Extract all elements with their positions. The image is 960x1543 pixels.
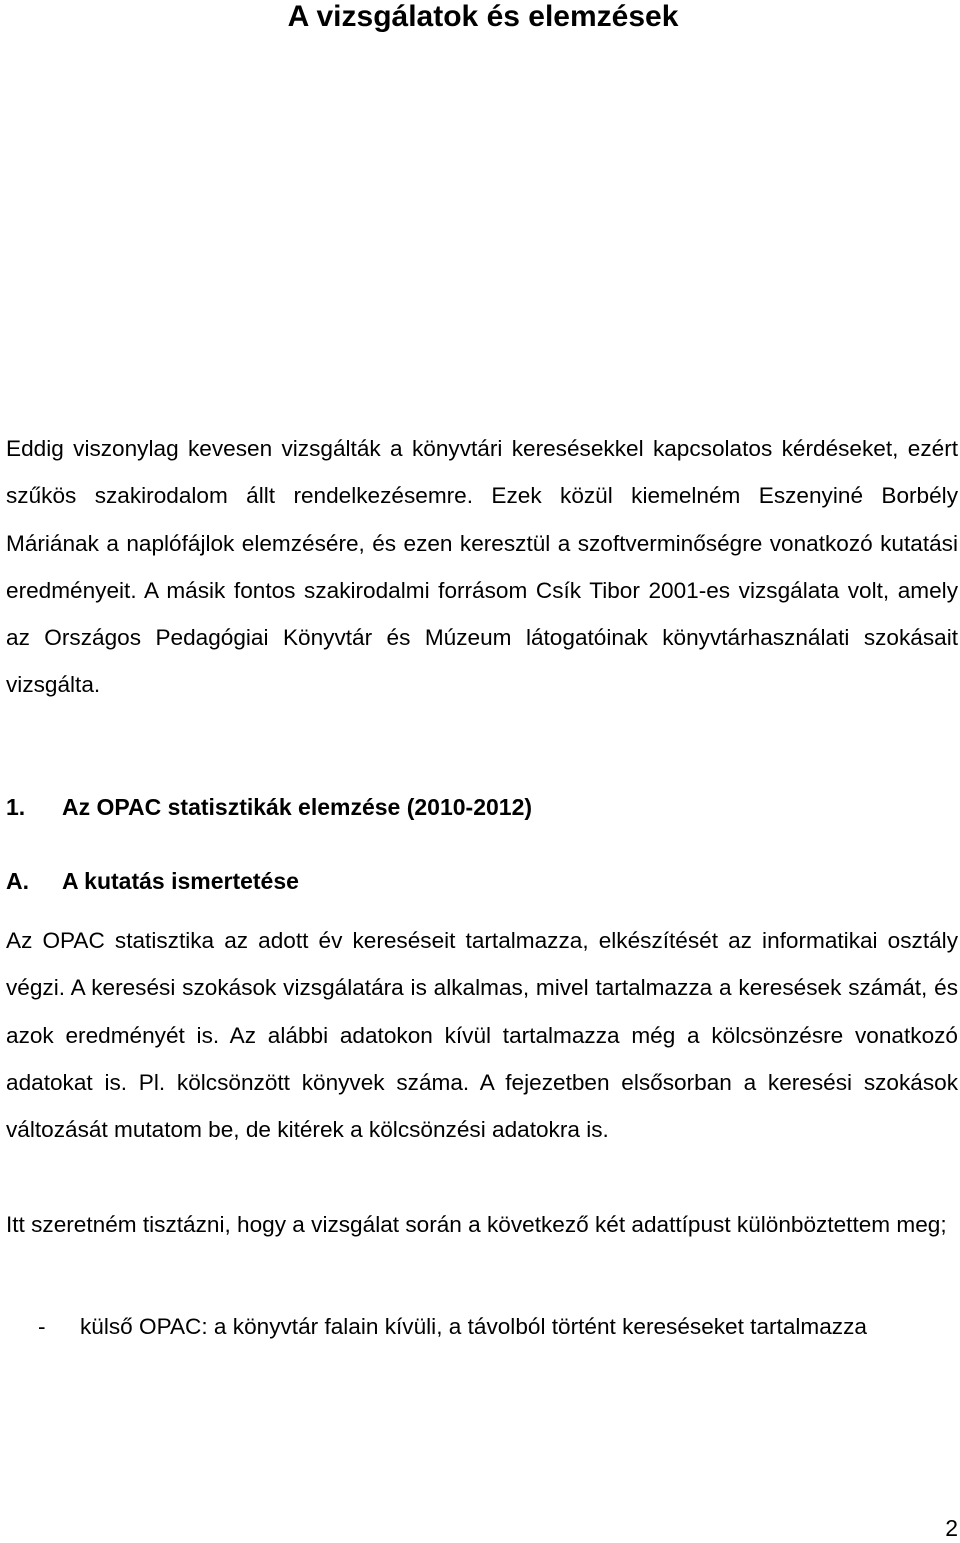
subsection-number: A. <box>6 868 29 894</box>
section-heading-1 <box>6 792 532 822</box>
opac-paragraph: Az OPAC statisztika az adott év kereséseit tartalmazza, elkészítését az informatikai osztály végzi. A keresési szokások vizsgálatára is alkalmas, mivel tartalmazza a keresések számát, és azok eredményét is. Az alábbi adatokon kívül tartalmazza még a kölcsönzésre vonatkozó adatokat is. Pl. kölcsönzött könyvek száma. A fejezetben elsősorban a keresési szokások változását mutatom be, de kitérek a kölcsönzési adatokra is. <box>6 928 958 1143</box>
section-number: 1. <box>6 794 26 820</box>
page-title: A vizsgálatok és elemzések <box>287 0 679 33</box>
section-title: Az OPAC statisztikák elemzése (2010-2012) <box>62 794 533 820</box>
subsection-heading-a <box>6 866 299 896</box>
list-item-text: külső OPAC: a könyvtár falain kívüli, a távolból történt kereséseket tartalmazza <box>80 1314 867 1339</box>
subsection-title: A kutatás ismertetése <box>62 868 299 894</box>
data-types-paragraph: Itt szeretném tisztázni, hogy a vizsgálat során a következő két adattípust különböztettem meg; <box>6 1212 947 1237</box>
intro-paragraph: Eddig viszonylag kevesen vizsgálták a könyvtári keresésekkel kapcsolatos kérdéseket, ezért szűkös szakirodalom állt rendelkezésemre. Ezek közül kiemelném Eszenyiné Borbély Máriának a naplófájlok elemzésére, és ezen keresztül a szoftverminőségre vonatkozó kutatási eredményeit. A másik fontos szakirodalmi forrásom Csík Tibor 2001-es vizsgálata volt, amely az Országos Pedagógiai Könyvtár és Múzeum látogatóinak könyvtárhasználati szokásait vizsgálta. <box>6 436 958 698</box>
page-number: 2 <box>945 1515 958 1541</box>
list-marker: - <box>38 1314 46 1339</box>
